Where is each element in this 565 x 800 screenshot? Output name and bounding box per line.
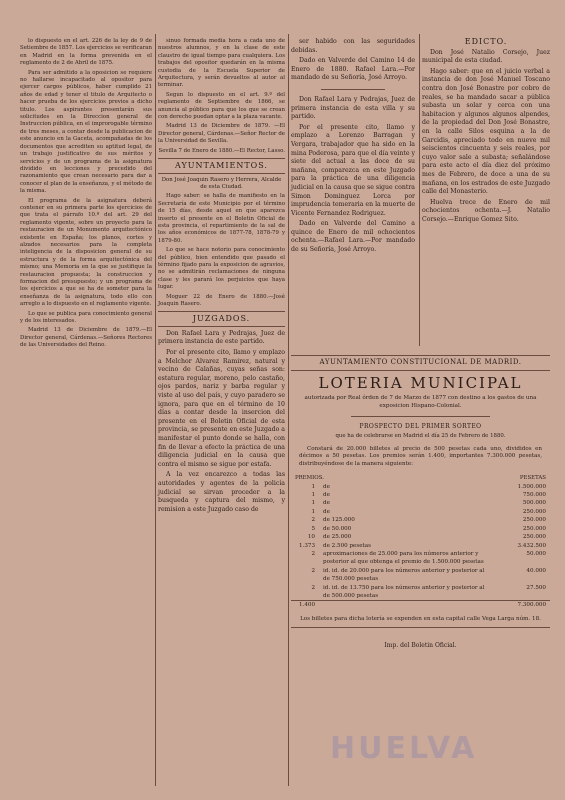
prize-count: 1: [311, 483, 315, 490]
prize-label: de: [323, 483, 330, 490]
imprint-text: Imp. del Boletin Oficial.: [384, 642, 457, 650]
prize-count: 2: [311, 584, 315, 591]
column-4: [422, 38, 550, 226]
prize-label: de: [323, 508, 330, 515]
prize-amount: 1.500.000: [517, 483, 546, 490]
prize-row: [291, 508, 550, 516]
prize-count: 2: [311, 567, 315, 574]
prospect-title: PROSPECTO DEL PRIMER SORTEO: [359, 423, 482, 431]
juz-paragraph: A la vez encarezco a todas las autoridades y agentes de la policía judicial se sirvan proceder a la busqueda y captura del mismo, y remision a este Juzgado caso de: [158, 471, 285, 513]
col2-paragraph: sinuo formada media hora a cada uno de nuestros alumnos, y en la clase de este claustro de igual tiempo para cualquiera. Los trabajos del opositor quedarán en la misma custodia de la Escuela Superior de Arquitectura, y serán devueltos al autor al terminar.: [158, 38, 285, 89]
total-amount: 7.300.000: [496, 601, 550, 610]
col3-paragraph: Dado en Valverde del Camino a quince de Enero de mil ochocientos ochenta.—Rafael Lara.—Por mandado de su Señoría, José Arroyo.: [291, 220, 415, 254]
col3-paragraph: Don Rafael Lara y Pedrajas, Juez de primera instancia de esta villa y su partido.: [291, 95, 415, 121]
prize-label: de 125.000: [323, 517, 355, 524]
prize-amount: 27.500: [526, 584, 546, 591]
prize-count: 5: [311, 525, 315, 532]
loteria-municipal-title: LOTERIA MUNICIPAL: [318, 374, 523, 393]
prize-row: [291, 525, 550, 533]
prize-amount: 500.000: [522, 500, 546, 507]
section-divider: [158, 311, 285, 312]
col3-paragraph: Por el presente cito, llamo y emplazo a Lorenzo Barragan y Vergara, trabajador que ha sido en la mina Poderosa, para que el día veinte y siete del actual a las doce de su mañana, comparezca en este Juzgado para la práctica de una diligencia judicial en la causa que se sigue contra Simon Dominguez Lorca por imprudencia temeraria en la muerte de Vicente Fernandez Rodriguez.: [291, 123, 416, 217]
prizes-table: [291, 474, 550, 610]
column-1: [20, 38, 152, 352]
prize-count: 1: [311, 492, 315, 499]
ayunt-paragraph: Hago saber: se halla de manifiesto en la Secretaría de este Municipio por el término de 15 días, desde aquel en que aparezca inserto el presente en el Boletin Oficial de esta provincia, el repartimiento de la sal de los años económicos de 1877-78, 1878-79 y 1879-80.: [158, 193, 285, 244]
section-divider: [158, 326, 285, 327]
prize-count: 2: [311, 550, 315, 557]
col2-signature: Sevilla 7 de Enero de 1880.—El Rector, Lasso.: [158, 147, 285, 154]
lottery-advert: [291, 352, 550, 656]
prize-row: [291, 567, 550, 584]
col4-paragraph: Hago saber: que en el juicio verbal a instancia de don José Manuel Toscano contra don José Bonastre por cobro de reales, se ha mandado sacar a pública subasta un solar y cerca con una habitacion y algunos algunos alpendes, de la propiedad del Don José Bonastre, en la calle Silos esquina a la de Garcidis, apreciado todo en nueve mil seiscientos cincuenta y seis reales, por cuyo valor sale a subasta; señalándose para este acto el día diez del próximo mes de Febrero, de doce a una de su mañana, en los estrados de este Juzgado calle del Monasterio.: [422, 67, 550, 196]
prize-count: 10: [307, 534, 315, 541]
col3-paragraph: ser habido con las seguridades debidas.: [291, 38, 415, 54]
pesetas-header: PESETAS: [519, 475, 546, 482]
authorization-text: autorizada por Real órden de 7 de Marzo de 1877 con destino a los gastos de una exposicion Hispano-Colonial.: [304, 395, 537, 409]
prize-row: [291, 542, 550, 550]
prize-row: [291, 483, 550, 491]
section-divider: [291, 627, 550, 628]
prize-row: [291, 516, 550, 524]
constitution-text: Constará de 20.000 billetes al precio de 500 pesetas cada uno, divididos en décimos a 50 pesetas. Los premios serán 1.400, importantes 7.300.000 pesetas, distribuyéndose de la manera siguiente:: [299, 446, 542, 467]
prizes-header: PREMIOS.: [295, 475, 324, 482]
ayunt-paragraph: Moguer 22 de Enero de 1880.—José Joaquin Rasero.: [158, 293, 285, 307]
col4-paragraph: Don José Natalio Corsejo, Juez municipal de esta ciudad.: [422, 48, 550, 65]
watermark-text: HUELVA: [330, 731, 478, 766]
col4-paragraph: Huelva trece de Enero de mil ochocientos ochenta.—J. Natalio Corsejo.—Enrique Gomez Sito.: [422, 198, 550, 223]
prizes-total-row: [291, 601, 550, 610]
section-divider: [158, 158, 285, 159]
col3-paragraph: Dado en Valverde del Camino 14 de Enero de 1880. Rafael Lara.—Por mandado de su Señoría, José Arroyo.: [291, 57, 415, 82]
prize-row: [291, 499, 550, 507]
col2-paragraph: Segun lo dispuesto en el art. 9.º del reglamento de Septiembre de 1866, se anuncia al público para que los que se crean con derecho puedan optar a la plaza vacante.: [158, 91, 285, 121]
column-2: [158, 38, 285, 516]
prize-label: de: [323, 492, 330, 499]
section-divider: [158, 173, 285, 174]
prize-amount: 250.000: [522, 508, 546, 515]
prize-count: 1: [311, 500, 315, 507]
prize-label: de 25.000: [323, 534, 352, 541]
total-count: 1.400: [291, 601, 319, 610]
prize-count: 1.373: [298, 542, 315, 549]
ayunt-paragraph: Lo que se hace notorio para conocimiento del público, bien entendido que pasado el término fijado para la exposicion de agravios, no se admitirán reclamaciones de ninguna clase y les parará los perjuicios que haya lugar.: [158, 247, 285, 291]
prize-amount: 250.000: [522, 517, 546, 524]
col1-paragraph: lo dispuesto en el art. 226 de la ley de 9 de Setiembre de 1857. Los ejercicios se verificaran en Madrid en la forma prevenida en el reglamento de 2 de Abril de 1875.: [20, 38, 152, 67]
edicto-heading: EDICTO.: [464, 37, 508, 46]
prize-row: [291, 584, 550, 601]
column-rule-1: [155, 34, 156, 786]
ayunt-paragraph: Don José Joaquin Rasero y Herrera, Alcalde de esta Ciudad.: [161, 176, 282, 190]
prize-amount: 250.000: [522, 534, 546, 541]
prize-row: [291, 491, 550, 499]
prize-count: 2: [311, 517, 315, 524]
billets-text: Los billetes para dicha lotería se expenden en esta capital calle Vega Larga núm. 18.: [300, 615, 541, 622]
prize-row: [291, 550, 550, 567]
prize-label: de 50.000: [323, 525, 352, 532]
celebration-text: que ha de celebrarse en Madrid el día 25 de Febrero de 1880.: [335, 432, 506, 439]
prize-amount: 3.432.500: [517, 542, 546, 549]
column-3: [291, 38, 415, 257]
column-rule-3: [419, 34, 420, 346]
section-divider: [291, 370, 550, 371]
prize-count: 1: [311, 508, 315, 515]
col1-paragraph: Madrid 13 de Diciembre de 1879.—El Director general, Cárdenas.—Señores Rectores de las Universidades del Reino.: [20, 327, 152, 349]
column-rule-2: [288, 34, 289, 786]
ayuntamientos-heading: AYUNTAMIENTOS.: [175, 161, 268, 171]
prize-label: de: [323, 500, 330, 507]
prize-label: de 2.500 pesetas: [323, 542, 371, 549]
col1-paragraph: El programa de la asignatura deberá contener en su primera parte los ejercicios de que trata el párrafo 10.º del art. 29 del reglamento vigente, sobre un proyecto para la restauracion de un Monumento arquitectónico existente en España; los planos, cortes y alzados necesarios para la completa inteligencia de la disposicion general de su estructura y de la forma arquitectónica del mismo; una Memoria en la que se justifique la restauracion propuesta; la construccion y formacion del presupuesto; y un programa de los ejercicios a que se ha de someter para la enseñanza de la asignatura, todo ello con arreglo a lo dispuesto en el reglamento vigente.: [20, 197, 152, 308]
prize-label: aproximaciones de 25.000 para los números anterior y posterior al que obtenga el premio de 1.500.000 pesetas: [323, 550, 484, 566]
prize-label: id. id. de 20.000 para los números anterior y posterior al de 750.000 pesetas: [323, 567, 485, 583]
prize-amount: 250.000: [522, 525, 546, 532]
col1-paragraph: Para ser admitido a la oposicion se requiere no hallarse incapacitado al opositor para ejercer cargos públicos, haber cumplido 21 años de edad y tener el titulo de Arquitecto o hacer prueba de los ejercicios previos a dicho titulo. Los aspirantes presentarán sus solicitudes en la Direccion general de Instruccion pública, en el improrogable término de tres meses, a contar desde la publicacion de este anuncio en la Gaceta, acompañadas de los documentos que acrediten su aptitud legal, de un trabajo justificativo de sus méritos y servicios y de un programa de la asignatura dividido en lecciones y precedido del razonamiento que crean necesario para dar a conocer el plan de la enseñanza, y el método de la misma.: [20, 69, 152, 195]
section-divider: [321, 89, 385, 90]
prize-row: [291, 533, 550, 541]
ayuntamiento-madrid-title: AYUNTAMIENTO CONSTITUCIONAL DE MADRID.: [319, 358, 522, 366]
prizes-header-row: [291, 474, 550, 482]
section-divider: [291, 355, 550, 356]
prize-amount: 40.000: [526, 567, 546, 574]
col2-paragraph: Madrid 13 de Diciembre de 1879. —El Director general, Cárdenas.—Señor Rector de la Universidad de Sevilla.: [158, 123, 285, 145]
prize-amount: 750.000: [522, 492, 546, 499]
col1-paragraph: Lo que se publica para conocimiento general y de los interesados.: [20, 310, 152, 325]
juz-paragraph: Don Rafael Lara y Pedrajas, Juez de primera instancia de este partido.: [158, 329, 285, 346]
prize-label: id. id. de 13.750 para los números anterior y posterior al de 500.000 pesetas: [323, 584, 485, 599]
juzgados-heading: JUZGADOS.: [192, 314, 251, 324]
section-divider: [351, 416, 490, 417]
prize-amount: 50.000: [526, 550, 546, 557]
juz-paragraph: Por el presente cito, llamo y emplazo a Melchor Alvarez Ramirez, natural y vecino de Calañas, cuyas señas son: estatura regular, moreno, pelo castaño, ojos pardos, nariz y barba regular y viste al uso del país, y cuyo paradero se ignora, para que en el término de 10 días a contar desde la insercion del presente en el Boletin Oficial de esta provincia, se presente en este Juzgado a manifestar el punto donde se halla, con fin de llevar a efecto la práctica de una diligencia judicial en la causa que contra el mismo se sigue por estafa.: [158, 349, 285, 468]
